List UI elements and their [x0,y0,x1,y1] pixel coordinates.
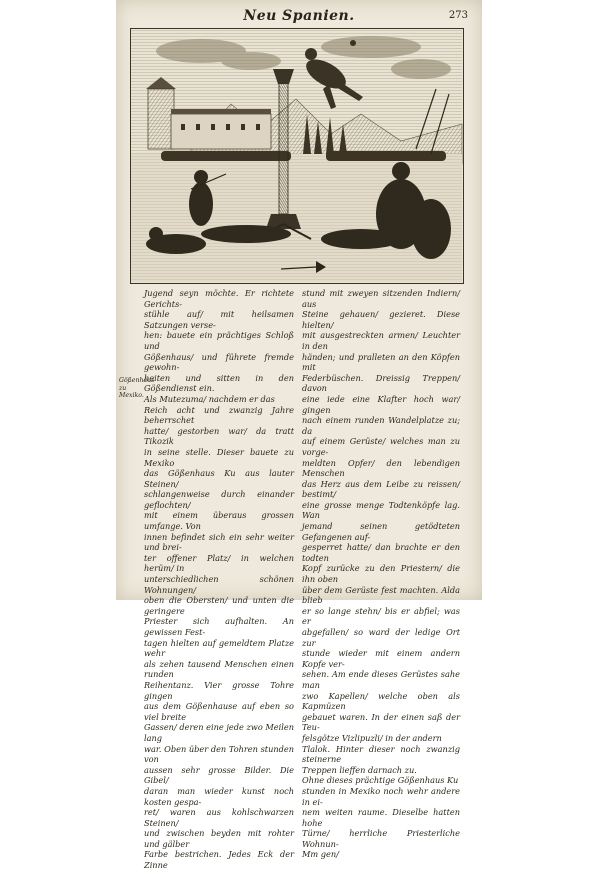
engraving-scene [131,29,462,282]
page-number: 273 [448,10,468,21]
text-column-right [302,288,460,860]
margin-note: Gößenhaus zu Mexiko. [119,377,155,399]
engraving-illustration [130,28,464,284]
book-page [116,0,482,871]
body-text-left: Jugend seyn möchte. Er richtete Gerichts- stühle auf/ mit heilsamen Satzungen verse- hen: bauete ein prächtiges Schloß und Gößenhaus/ und führete fremde gewohn- heiten und sitten in den Gößendienst ein. Als Mutezuma/ nachdem er das Reich acht und zwanzig Jahre beherrschet hatte/ gestorben war/ da tratt Tikozik in seine stelle. Dieser bauete zu Mexiko das Gößenhaus Ku aus lauter Steinen/ schlangenweise durch einander geflochten/ mit einem überaus grossen umfange. Von innen befindet sich ein sehr weiter und brei- ter offener Platz/ in welchen herüm/ in unterschiedlichen schönen Wohnungen/ oben die Obersten/ und unten die geringere Priester sich aufhalten. An gewissen Fest- tagen hielten auf gemeldtem Platze wehr als zehen tausend Menschen einen runden Reihentanz. Vier grosse Tohre gingen aus dem Gößenhause auf eben so viel breite Gassen/ deren eine jede zwo Meilen lang war. Oben über den Tohren stunden von aussen sehr grosse Bilder. Die Gibel/ daran man wieder kunst noch kosten gespa- ret/ waren aus kohlschwarzen Steinen/ und zwischen beyden mit rohter und gälber Farbe bestrichen. Jedes Eck der Zinne [144,288,294,871]
text-column-left [144,288,294,871]
body-text-right: stund mit zweyen sitzenden Indiern/ aus Steine gehauen/ gezieret. Diese hielten/ mit ausgestreckten armen/ Leuchter in den händen; und pralleten an den Köpfen mit Federbüschen. Dreissig Treppen/ davon eine iede eine Klafter hoch war/ gingen nach einem runden Wandelplatze zu; da auf einem Gerüste/ welches man zu vorge- meldten Opfer/ den lebendigen Menschen das Herz aus dem Leibe zu reissen/ bestimt/ eine grosse menge Todtenköpfe lag. Wan jemand seinen getödteten Gefangenen auf- gesperret hatte/ dan brachte er den todten Kopf zurücke zu den Priestern/ die ihn oben über dem Gerüste fest machten. Alda blieb er so lange stehn/ bis er abfiel; was er abgefallen/ so ward der ledige Ort zur stunde wieder mit einem andern Kopfe ver- sehen. Am ende dieses Gerüstes sahe man zwo Kapellen/ welche oben als Kapmüzen gebauet waren. In der einen saß der Teu- felsgötze Vizlipuzli/ in der andern Tlalok. Hinter dieser noch zwanzig steinerne Treppen lieffen darnach zu. Ohne dieses prächtige Gößenhaus Ku stunden in Mexiko noch wehr andere in ei- nem weiten raume. Dieselbe hatten hohe Türne/ herrliche Priesterliche Wohnun- Mm gen/ [302,288,460,860]
page-header-title: Neu Spanien. [243,8,355,24]
